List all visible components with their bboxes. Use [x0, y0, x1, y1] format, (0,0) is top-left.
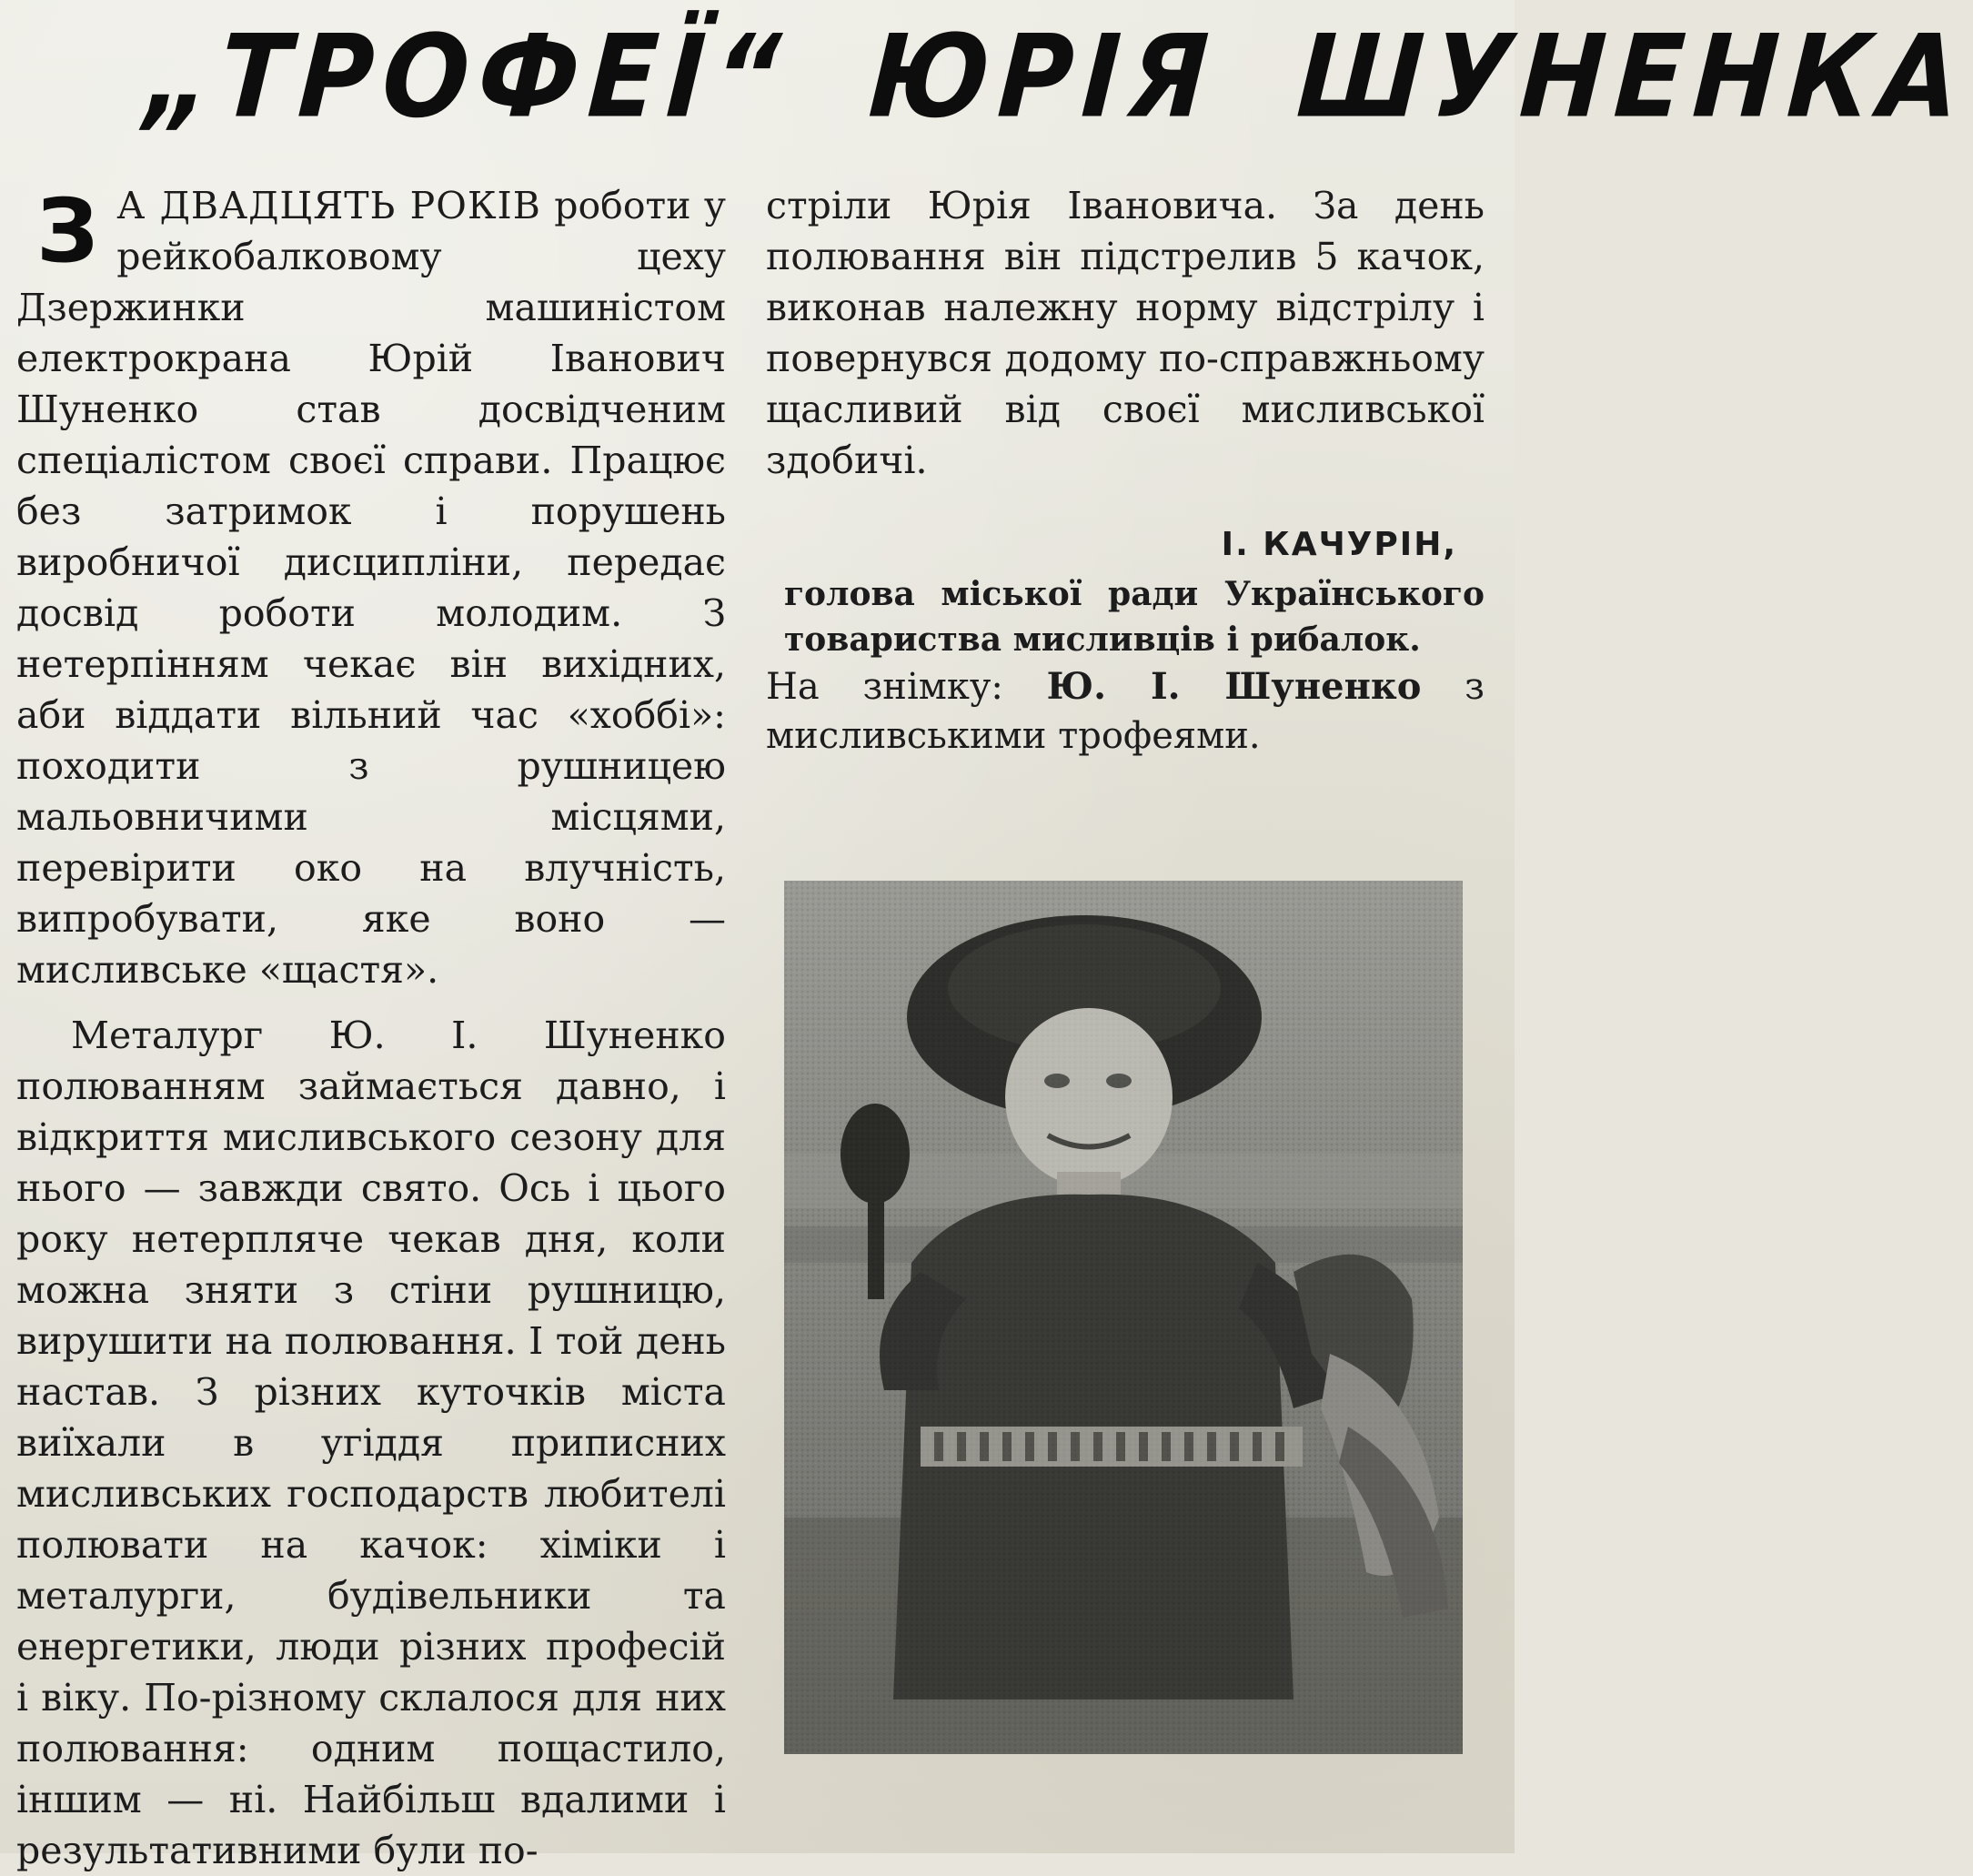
article-column-left: [16, 180, 726, 1872]
author-name: І. КАЧУРІН,: [1221, 526, 1457, 563]
article-column-right: [766, 180, 1485, 770]
headline: „ТРОФЕЇ“ ЮРІЯ ШУНЕНКА: [141, 11, 1973, 144]
article-intro: [16, 180, 726, 995]
photo-caption: [766, 662, 1485, 761]
intro-text: роботи у рейкобалковому цеху Дзержинки машиністом електрокрана Юрій Іванович Шуненко став досвідченим спеціалістом своєї справи. Працює без затримок і порушень виробничої дисципліни, передає досвід роботи молодим. З нетерпінням чекає він вихідних, аби віддати вільний час «хоббі»: походити з рушницею мальовничими місцями, перевірити око на влучність, випробувати, яке воно — мисливське «щастя».: [16, 184, 726, 992]
drop-cap: З: [36, 180, 99, 282]
hunter-photo: [784, 881, 1463, 1754]
intro-caps: А ДВАДЦЯТЬ РОКІВ: [116, 184, 541, 227]
caption-rest: з мисливськими трофеями.: [766, 666, 1485, 757]
caption-name: Ю. І. Шуненко: [1046, 665, 1422, 708]
author-title: голова міської ради Українського товариства мисливців і рибалок.: [784, 575, 1485, 659]
hunter-photo-illustration: [784, 881, 1463, 1754]
article-paragraph-3: стріли Юрія Івановича. За день полювання він підстрелив 5 качок, виконав належну норму відстрілу і повернувся додому по-справжньому щасливий від своєї мисливської здобичі.: [766, 184, 1485, 482]
caption-prefix: На знімку:: [766, 666, 1003, 708]
article-paragraph-2: Металург Ю. І. Шуненко полюванням займається давно, і відкриття мисливського сезону для нього — завжди свято. Ось і цього року нетерпляче чекав дня, коли можна зняти з стіни рушницю, вирушити на полювання. І той день настав. З різних куточків міста виїхали в угіддя приписних мисливських господарств любителі полювати на качок: хіміки і металурги, будівельники та енергетики, люди різних професій і віку. По-різному склалося для них полювання: одним пощастило, іншим — ні. Найбільш вдалими і результативними були по-: [16, 1014, 726, 1872]
